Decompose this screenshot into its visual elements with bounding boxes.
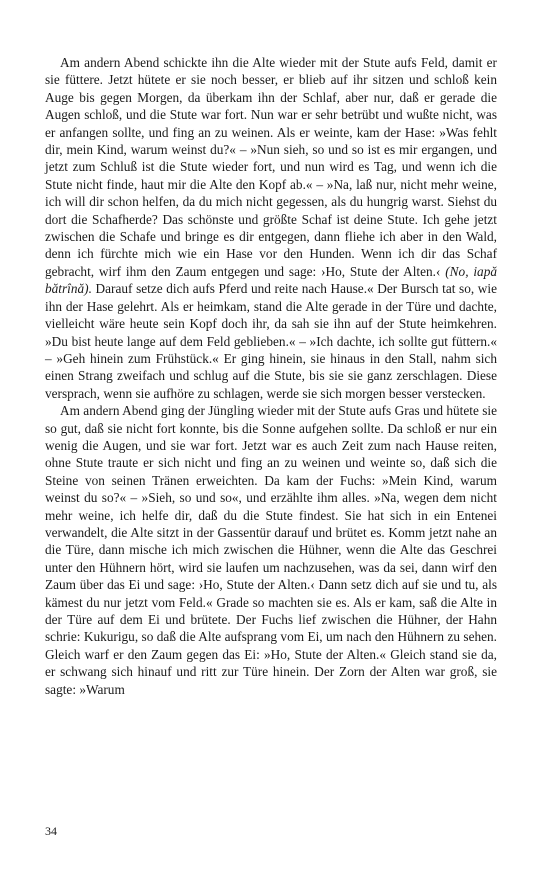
romanian-phrase: (No, iapă bătrînă). bbox=[45, 263, 497, 297]
paragraph-1-part-2: Darauf setze dich aufs Pferd und reite nach Hause.« Der Bursch tat so, wie ihn der Hase gelehrt. Als er heimkam, stand die Alte gerade in der Türe und dachte, vielleicht wäre heute sein Kopf doch ihr, da sah sie ihn auf der Stute heimkehren. »Du bist heute lange auf dem Feld geblieben.« – »Ich dachte, ich sollte gut füttern.« – »Geh hinein zum Frühstück.« Er ging hinein, sie hinaus in den Stall, nahm sich einen Strang zweifach und schlug auf die Stute, bis sie sie ganz zerschlagen. Diese versprach, wenn sie aufhöre zu schlagen, werde sie sich morgen besser verstecken. bbox=[45, 281, 497, 401]
paragraph-2: Am andern Abend ging der Jüngling wieder mit der Stute aufs Gras und hütete sie so gut, daß sie nicht fort konnte, bis die Sonne aufgehen sollte. Da schloß er nur ein wenig die Augen, und sie war fort. Jetzt war es auch Zeit zum nach Hause reiten, ohne Stute traute er sich nicht und fing an zu weinen und weinte so, daß sich die Steine von seinen Tränen erweichten. Da kam der Fuchs: »Mein Kind, warum weinst du so?« – »Sieh, so und so«, und erzählte ihm alles. »Na, wegen dem nicht mehr weine, ich helfe dir, daß du die Stute findest. Sie hat sich in ein Entenei verwandelt, die Alte sitzt in der Gassentür darauf und brütet es. Komm jetzt nahe an die Türe, dann mische ich mich zwischen die Hühner, wenn die Alte das Geschrei unter den Hühnern hört, wird sie laufen um nachzusehen, was da sei, dann wirf den Zaum über das Ei und sage: ›Ho, Stute der Alten.‹ Dann setz dich auf sie und tu, als kämest du nur jetzt vom Feld.« Grade so machten sie es. Als er kam, saß die Alte in der Türe auf dem Ei und brütete. Der Fuchs lief zwischen die Hühner, der Hahn schrie: Kukurigu, so daß die Alte aufsprang vom Ei, um nach den Hühnern zu sehen. Gleich warf er den Zaum gegen das Ei: »Ho, Stute der Alten.« Gleich stand sie da, er schwang sich hinauf und ritt zur Türe hinein. Der Zorn der Alten war groß, sie sagte: »Warum bbox=[45, 403, 497, 697]
paragraph-1-part-1: Am andern Abend schickte ihn die Alte wieder mit der Stute aufs Feld, damit er sie füttere. Jetzt hütete er sie noch besser, er blieb auf ihr sitzen und schloß kein Auge bis gegen Morgen, da überkam ihn der Schlaf, aber nur, daß er gerade die Augen schloß, und die Stute war fort. Nun war er sehr betrübt und wußte nicht, was er anfangen sollte, und fing an zu weinen. Als er weinte, kam der Hase: »Was fehlt dir, mein Kind, warum weinst du?« – »Nun sieh, so und so ist es mir ergangen, und jetzt zum Schluß ist die Stute wieder fort, und nun wird es Tag, und wenn ich die Stute nicht finde, haut mir die Alte den Kopf ab.« – »Na, laß nur, nicht mehr weine, ich will dir schon helfen, da du mich nicht gegessen, als du hungrig warst. Siehst du dort die Schafherde? Das schönste und größte Schaf ist deine Stute. Ich gehe jetzt zwischen die Schafe und bringe es dir entgegen, dann fliehe ich aber in den Wald, denn ich fürchte mich wie ein Hase vor den Hunden. Wenn ich dir das Schaf gebracht, wirf ihm den Zaum entgegen und sage: ›Ho, Stute der Alten.‹ bbox=[45, 55, 497, 279]
paragraph-1 bbox=[45, 54, 497, 402]
page-number: 34 bbox=[45, 824, 57, 838]
book-page-text bbox=[45, 54, 497, 698]
